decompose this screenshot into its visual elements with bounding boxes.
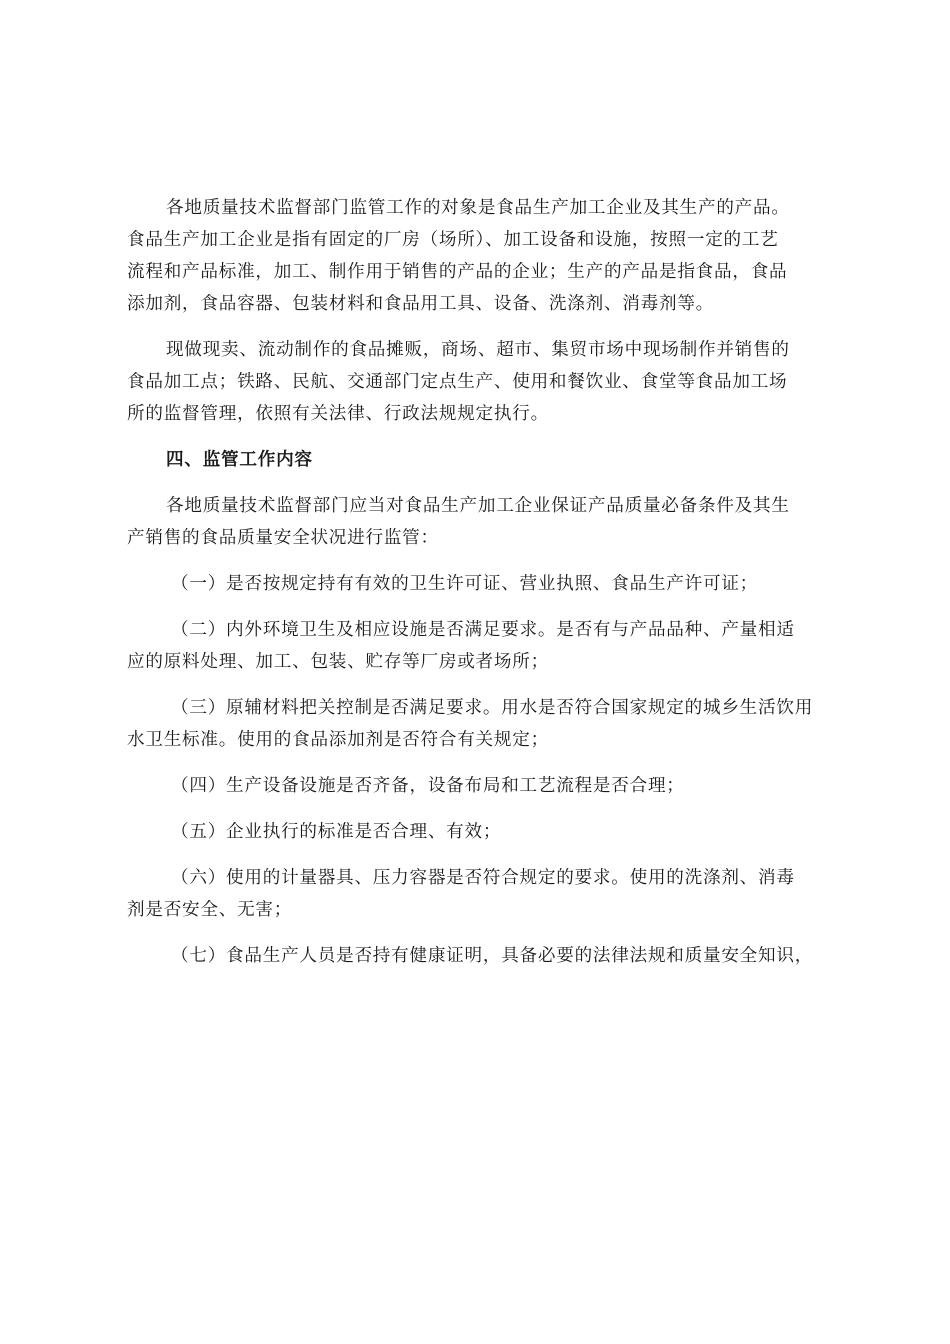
- list-item-3: [127, 692, 833, 756]
- text-line: 剂是否安全、无害；: [127, 900, 293, 920]
- text-line: （三）原辅材料把关控制是否满足要求。用水是否符合国家规定的城乡生活饮用: [171, 698, 814, 718]
- text-line: 应的原料处理、加工、包装、贮存等厂房或者场所；: [127, 652, 549, 672]
- text-line: 各地质量技术监督部门监管工作的对象是食品生产加工企业及其生产的产品。: [166, 198, 790, 218]
- text-line: 产销售的食品质量安全状况进行监管：: [127, 528, 439, 548]
- text-line: 添加剂，食品容器、包装材料和食品用工具、设备、洗涤剂、消毒剂等。: [127, 294, 715, 314]
- text-line: 食品生产加工企业是指有固定的厂房（场所）、加工设备和设施，按照一定的工艺: [127, 230, 779, 250]
- heading-text: 四、监管工作内容: [166, 449, 313, 470]
- list-item-7: [127, 940, 833, 972]
- text-line: 各地质量技术监督部门应当对食品生产加工企业保证产品质量必备条件及其生: [166, 496, 790, 516]
- list-item-5: [127, 816, 833, 848]
- paragraph-supervision-content: [127, 490, 833, 554]
- text-line: （七）食品生产人员是否持有健康证明，具备必要的法律法规和质量安全知识，: [171, 946, 814, 966]
- text-line: 所的监督管理，依照有关法律、行政法规规定执行。: [127, 404, 549, 424]
- text-line: （四）生产设备设施是否齐备，设备布局和工艺流程是否合理；: [171, 776, 685, 796]
- list-item-4: [127, 770, 833, 802]
- paragraph-street-vendors: [127, 334, 833, 430]
- list-item-6: [127, 862, 833, 926]
- text-line: 流程和产品标准，加工、制作用于销售的产品的企业；生产的产品是指食品，食品: [127, 262, 788, 282]
- section-heading: [127, 444, 833, 476]
- paragraph-supervision-targets: [127, 192, 833, 320]
- text-line: （一）是否按规定持有有效的卫生许可证、营业执照、食品生产许可证；: [171, 574, 759, 594]
- text-line: （二）内外环境卫生及相应设施是否满足要求。是否有与产品品种、产量相适: [171, 620, 795, 640]
- list-item-1: [127, 568, 833, 600]
- text-line: （六）使用的计量器具、压力容器是否符合规定的要求。使用的洗涤剂、消毒: [171, 868, 795, 888]
- text-line: 食品加工点；铁路、民航、交通部门定点生产、使用和餐饮业、食堂等食品加工场: [127, 372, 788, 392]
- text-line: 现做现卖、流动制作的食品摊贩，商场、超市、集贸市场中现场制作并销售的: [166, 340, 790, 360]
- text-line: 水卫生标准。使用的食品添加剂是否符合有关规定；: [127, 730, 549, 750]
- document-page: [127, 192, 833, 972]
- text-line: （五）企业执行的标准是否合理、有效；: [171, 822, 502, 842]
- list-item-2: [127, 614, 833, 678]
